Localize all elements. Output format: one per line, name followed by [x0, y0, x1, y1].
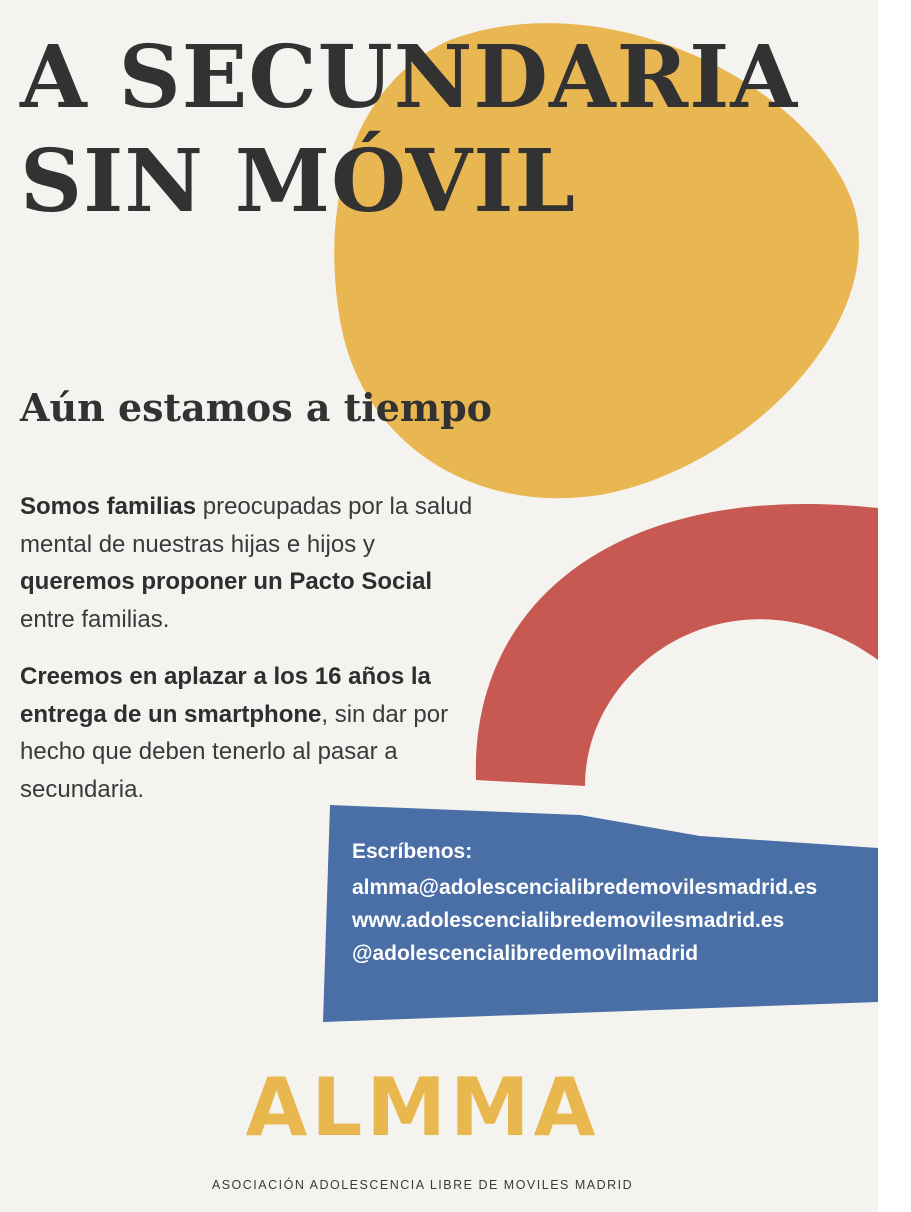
belief-text: , sin dar por hecho que deben tenerlo al pasar a secundaria.	[20, 700, 449, 803]
intro-text-1: preocupadas por la salud mental de nuestras hijas e hijos y	[20, 493, 473, 558]
intro-paragraph	[20, 488, 490, 638]
intro-bold-1: Somos familias	[20, 493, 197, 520]
contact-block	[352, 835, 817, 970]
contact-social-handle[interactable]: @adolescencialibredemovilmadrid	[352, 942, 699, 965]
subtitle: Aún estamos a tiempo	[20, 385, 493, 430]
belief-bold: Creemos en aplazar a los 16 años la entrega de un smartphone	[20, 663, 431, 728]
intro-bold-2: queremos proponer un Pacto Social	[20, 568, 433, 595]
headline	[20, 26, 798, 234]
headline-line-1: A SECUNDARIA	[20, 27, 799, 128]
contact-heading: Escríbenos:	[352, 840, 473, 863]
association-name: ASOCIACIÓN ADOLESCENCIA LIBRE DE MOVILES MADRID	[211, 1178, 634, 1192]
red-arch	[476, 504, 878, 786]
contact-website[interactable]: www.adolescencialibredemovilesmadrid.es	[352, 909, 785, 932]
almma-logo: ALMMA	[245, 1061, 600, 1154]
belief-paragraph	[20, 658, 490, 808]
intro-text-2: entre familias.	[20, 605, 170, 633]
headline-line-2: SIN MÓVIL	[20, 131, 576, 232]
contact-email[interactable]: almma@adolescencialibredemovilesmadrid.es	[352, 876, 818, 899]
